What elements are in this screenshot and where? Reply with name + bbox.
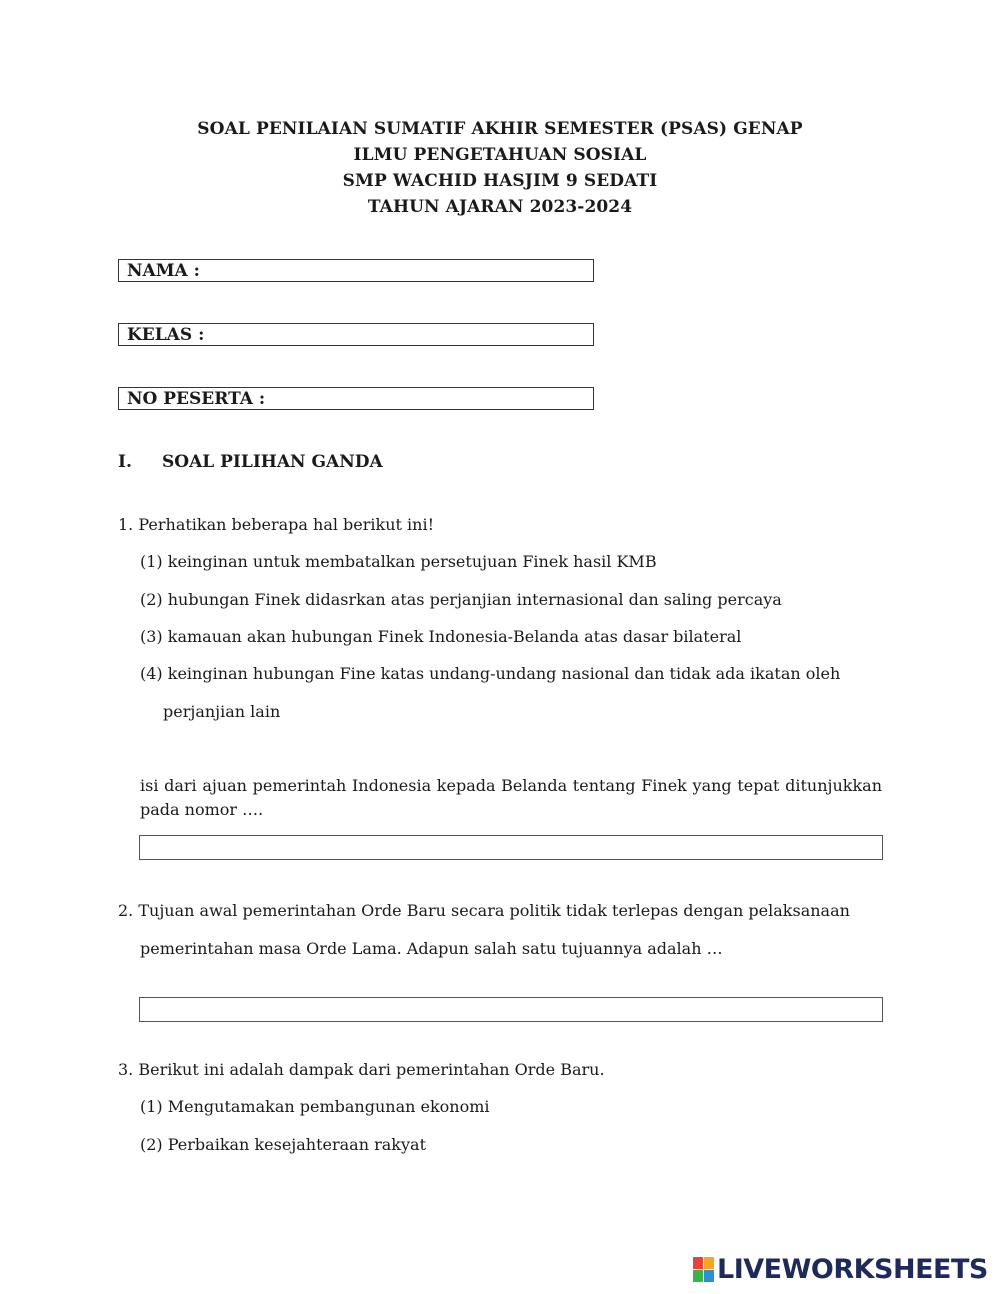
question-1-item-4: (4) keinginan hubungan Fine katas undang-undang nasional dan tidak ada ikatan oleh [140, 664, 841, 683]
no-peserta-field[interactable] [118, 387, 594, 410]
question-1-item-3: (3) kamauan akan hubungan Finek Indonesia-Belanda atas dasar bilateral [140, 627, 742, 646]
header-line-4: TAHUN AJARAN 2023-2024 [367, 197, 633, 217]
question-1-item-1: (1) keinginan untuk membatalkan persetujuan Finek hasil KMB [140, 552, 657, 571]
nama-field[interactable] [118, 259, 594, 282]
question-3-item-2: (2) Perbaikan kesejahteraan rakyat [140, 1135, 426, 1154]
question-3-item-1: (1) Mengutamakan pembangunan ekonomi [140, 1097, 490, 1116]
header-line-3: SMP WACHID HASJIM 9 SEDATI [342, 171, 658, 191]
kelas-field[interactable] [118, 323, 594, 346]
question-1-item-4-continued: perjanjian lain [163, 702, 281, 721]
liveworksheets-logo [693, 1255, 988, 1283]
question-2-line-2: pemerintahan masa Orde Lama. Adapun salah satu tujuannya adalah … [140, 939, 723, 958]
header-line-2: ILMU PENGETAHUAN SOSIAL [353, 145, 647, 165]
section-heading [118, 452, 383, 472]
logo-text: LIVEWORKSHEETS [717, 1253, 988, 1285]
section-number: I. [118, 452, 132, 472]
question-3-intro: 3. Berikut ini adalah dampak dari pemerintahan Orde Baru. [118, 1060, 605, 1079]
question-1-intro: 1. Perhatikan beberapa hal berikut ini! [118, 515, 435, 534]
question-2-line-1: 2. Tujuan awal pemerintahan Orde Baru secara politik tidak terlepas dengan pelaksanaan [118, 901, 850, 920]
section-title: SOAL PILIHAN GANDA [162, 452, 383, 472]
question-1-prompt: isi dari ajuan pemerintah Indonesia kepada Belanda tentang Finek yang tepat ditunjukkan pada nomor …. [140, 776, 882, 819]
liveworksheets-logo-icon [693, 1257, 714, 1282]
question-2-answer-input[interactable] [139, 997, 883, 1022]
no-peserta-label: NO PESERTA : [127, 389, 266, 409]
question-1-answer-input[interactable] [139, 835, 883, 860]
nama-label: NAMA : [127, 261, 200, 281]
question-1-item-2: (2) hubungan Finek didasrkan atas perjanjian internasional dan saling percaya [140, 590, 782, 609]
kelas-label: KELAS : [127, 325, 205, 345]
header-line-1: SOAL PENILAIAN SUMATIF AKHIR SEMESTER (PSAS) GENAP [197, 119, 803, 139]
